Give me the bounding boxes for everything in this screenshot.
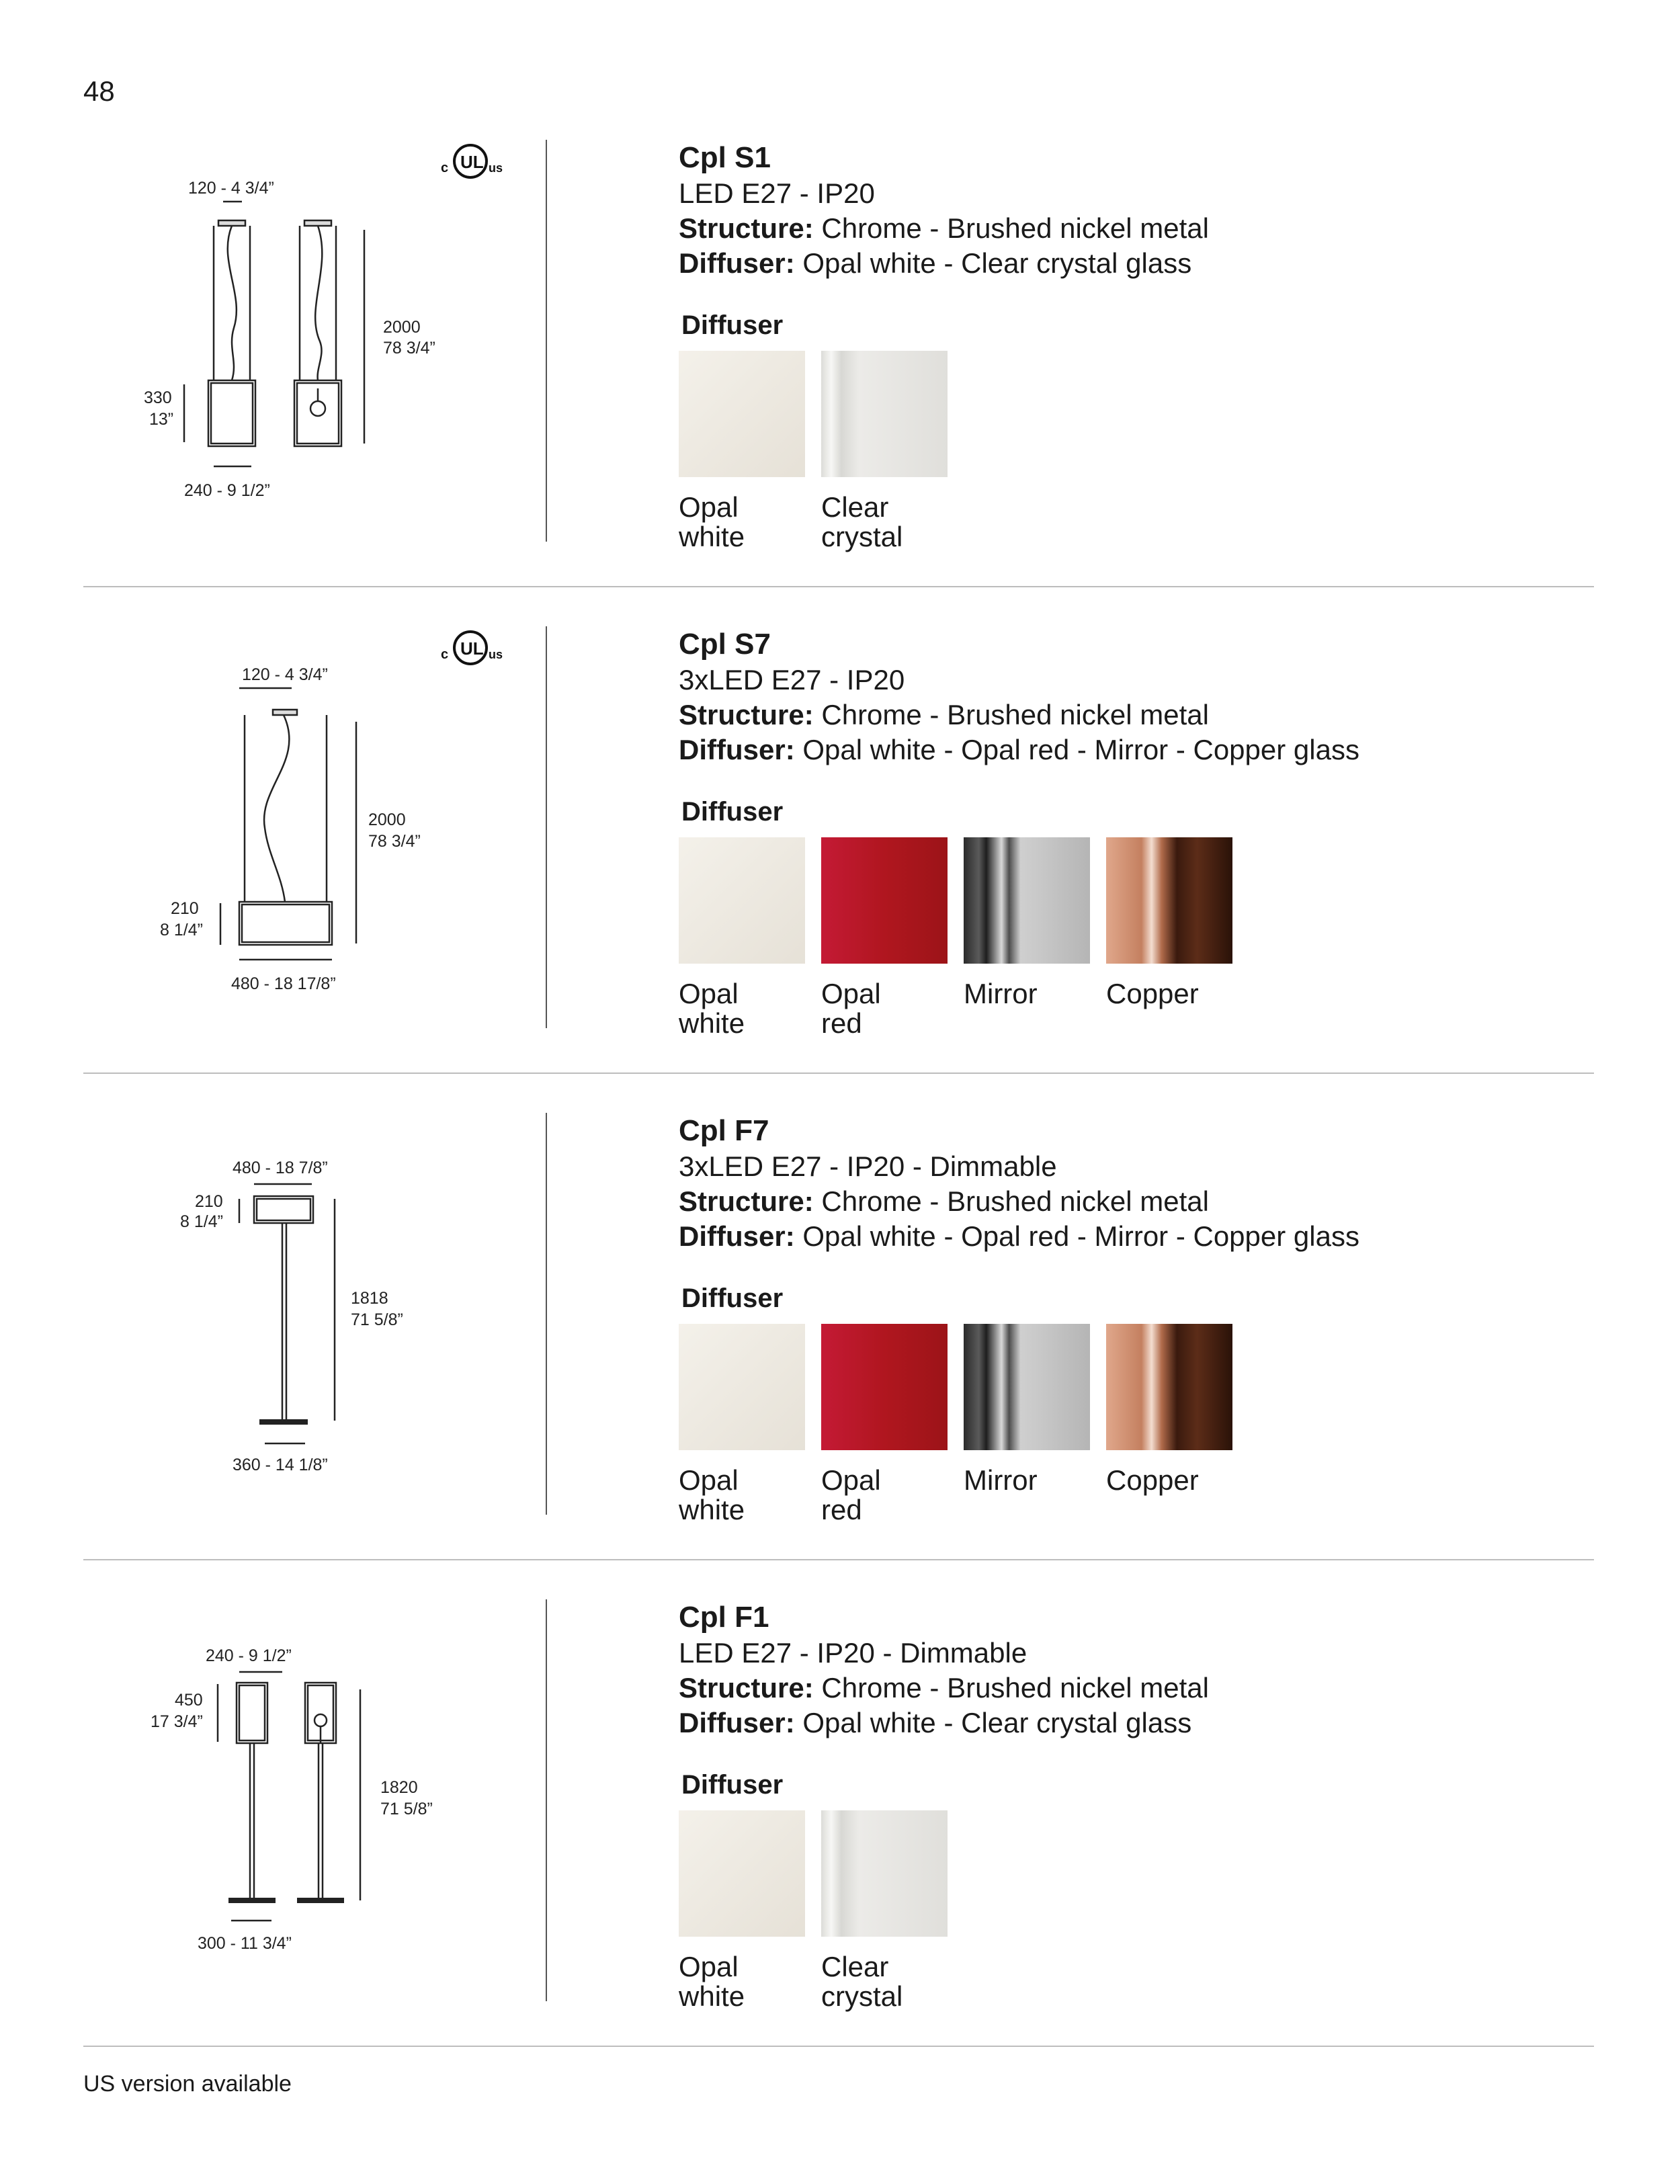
swatch-list	[679, 351, 1620, 552]
dim-height-mm: 2000	[368, 810, 406, 829]
product-info	[679, 626, 1620, 1038]
product-section-cpl-f1	[0, 1599, 1680, 2083]
swatch-label: Opal white	[679, 1464, 745, 1525]
product-spec: LED E27 - IP20	[679, 177, 875, 209]
dim-top: 120 - 4 3/4”	[242, 665, 328, 684]
swatch-label: Opal white	[679, 1951, 745, 2012]
dim-top: 480 - 18 7/8”	[233, 1159, 328, 1177]
dim-body-mm: 330	[144, 388, 172, 407]
technical-drawing	[83, 1113, 527, 1529]
swatch-label: Copper	[1106, 978, 1199, 1009]
swatch-copper[interactable]	[1106, 1324, 1232, 1525]
section-divider	[83, 586, 1594, 587]
swatch-list	[679, 837, 1620, 1038]
technical-drawing	[83, 1599, 527, 2016]
product-name: Cpl F1	[679, 1601, 769, 1634]
diffuser-line: Diffuser: Opal white - Opal red - Mirror - Copper glass	[679, 1220, 1359, 1252]
swatch-opal-red[interactable]	[821, 1324, 948, 1525]
swatch-title: Diffuser	[681, 797, 784, 827]
diffuser-line: Diffuser: Opal white - Clear crystal glass	[679, 247, 1192, 279]
swatch-opal-white[interactable]	[679, 1810, 805, 2011]
product-info	[679, 1599, 1620, 2011]
swatch-opal-white[interactable]	[679, 1324, 805, 1525]
swatch-label: Clear crystal	[821, 491, 903, 552]
diffuser-line: Diffuser: Opal white - Opal red - Mirror - Copper glass	[679, 734, 1359, 765]
dim-height-in: 71 5/8”	[380, 1800, 433, 1818]
swatch-list	[679, 1810, 1620, 2011]
ul-listed-icon	[435, 140, 505, 183]
swatch-title: Diffuser	[681, 1284, 784, 1313]
column-divider	[546, 1599, 547, 2001]
product-section-cpl-f7	[0, 1113, 1680, 1597]
swatch-label: Mirror	[964, 1464, 1038, 1496]
swatch-title: Diffuser	[681, 1770, 784, 1800]
column-divider	[546, 626, 547, 1028]
dim-bottom: 300 - 11 3/4”	[198, 1934, 292, 1953]
dim-body-in: 17 3/4”	[151, 1712, 203, 1731]
swatch-label: Opal red	[821, 1464, 881, 1525]
svg-text:UL: UL	[460, 152, 484, 172]
swatch-list	[679, 1324, 1620, 1525]
product-section-cpl-s7	[0, 626, 1680, 1110]
swatch-title: Diffuser	[681, 310, 784, 340]
swatch-clear-crystal[interactable]	[821, 351, 948, 552]
swatch-label: Clear crystal	[821, 1951, 903, 2012]
dim-body-in: 8 1/4”	[180, 1212, 223, 1231]
section-divider	[83, 1559, 1594, 1560]
svg-text:UL: UL	[460, 638, 484, 659]
footer-note: US version available	[83, 2071, 292, 2097]
svg-text:us: us	[489, 161, 503, 175]
dim-height-in: 71 5/8”	[351, 1310, 403, 1329]
dim-bottom: 360 - 14 1/8”	[233, 1456, 328, 1474]
ul-listed-icon	[435, 626, 505, 669]
column-divider	[546, 1113, 547, 1515]
product-spec: LED E27 - IP20 - Dimmable	[679, 1637, 1027, 1669]
swatch-mirror[interactable]	[964, 1324, 1090, 1525]
product-name: Cpl S7	[679, 628, 771, 661]
svg-text:us: us	[489, 648, 503, 661]
product-info	[679, 1113, 1620, 1525]
dim-body-mm: 210	[195, 1192, 223, 1211]
structure-line: Structure: Chrome - Brushed nickel metal	[679, 1672, 1209, 1704]
dim-height-in: 78 3/4”	[368, 832, 421, 851]
product-name: Cpl F7	[679, 1114, 769, 1147]
dim-height-in: 78 3/4”	[383, 339, 435, 358]
technical-drawing	[83, 140, 527, 556]
section-divider	[83, 1073, 1594, 1074]
dim-body-mm: 210	[171, 899, 199, 918]
swatch-opal-white[interactable]	[679, 351, 805, 552]
dim-height-mm: 1820	[380, 1778, 418, 1797]
swatch-copper[interactable]	[1106, 837, 1232, 1038]
structure-line: Structure: Chrome - Brushed nickel metal	[679, 212, 1209, 244]
swatch-label: Mirror	[964, 978, 1038, 1009]
dim-body-in: 8 1/4”	[160, 921, 203, 939]
dim-top: 120 - 4 3/4”	[188, 179, 274, 198]
product-name: Cpl S1	[679, 141, 771, 174]
dim-body-mm: 450	[175, 1691, 203, 1710]
structure-line: Structure: Chrome - Brushed nickel metal	[679, 699, 1209, 730]
swatch-label: Opal red	[821, 978, 881, 1039]
product-spec: 3xLED E27 - IP20	[679, 664, 905, 696]
page-number: 48	[83, 75, 115, 107]
dim-body-in: 13”	[149, 410, 174, 429]
svg-text:c: c	[441, 161, 449, 175]
product-spec: 3xLED E27 - IP20 - Dimmable	[679, 1150, 1057, 1182]
swatch-clear-crystal[interactable]	[821, 1810, 948, 2011]
technical-drawing	[83, 626, 527, 1043]
dim-bottom: 480 - 18 17/8”	[231, 974, 336, 993]
product-section-cpl-s1	[0, 140, 1680, 624]
swatch-label: Copper	[1106, 1464, 1199, 1496]
swatch-label: Opal white	[679, 491, 745, 552]
dim-bottom: 240 - 9 1/2”	[184, 481, 270, 500]
section-divider	[83, 2046, 1594, 2047]
svg-text:c: c	[441, 647, 449, 662]
product-info	[679, 140, 1620, 552]
dim-top: 240 - 9 1/2”	[206, 1646, 292, 1665]
column-divider	[546, 140, 547, 542]
swatch-opal-red[interactable]	[821, 837, 948, 1038]
dim-height-mm: 2000	[383, 318, 421, 337]
swatch-mirror[interactable]	[964, 837, 1090, 1038]
structure-line: Structure: Chrome - Brushed nickel metal	[679, 1185, 1209, 1217]
swatch-label: Opal white	[679, 978, 745, 1039]
dim-height-mm: 1818	[351, 1289, 388, 1308]
diffuser-line: Diffuser: Opal white - Clear crystal glass	[679, 1707, 1192, 1738]
swatch-opal-white[interactable]	[679, 837, 805, 1038]
